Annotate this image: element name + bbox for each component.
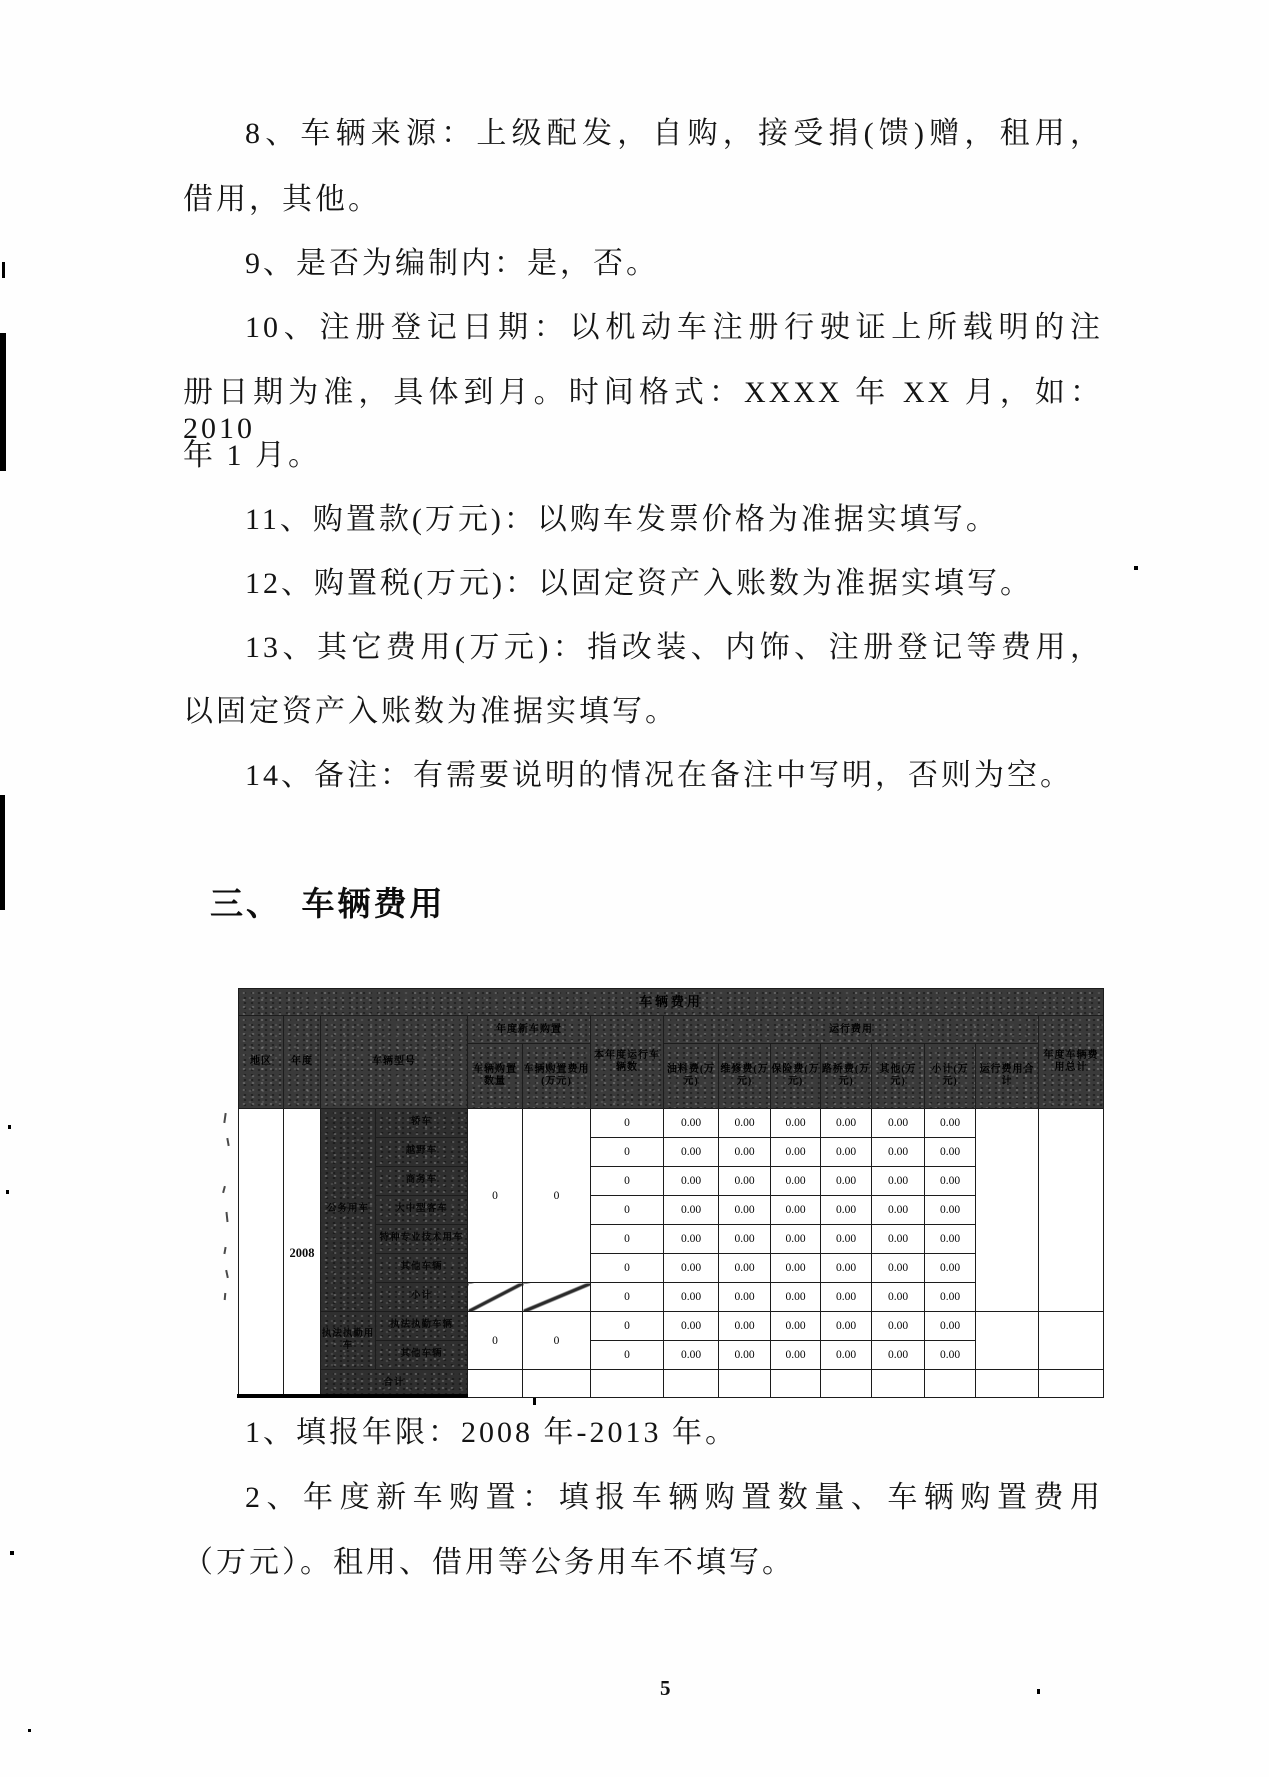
- cell-maintenance: 0.00: [719, 1341, 771, 1370]
- cell-insurance: 0.00: [771, 1341, 821, 1370]
- cell-row-label: 执法执勤车辆: [376, 1312, 468, 1341]
- cell-row-label: 小计: [376, 1283, 468, 1312]
- scan-artifact: [1037, 1689, 1040, 1694]
- scan-artifact: [2, 262, 5, 278]
- col-header-region: 地区: [239, 1016, 284, 1109]
- cell-region: [239, 1109, 284, 1398]
- cell-purchase-cost: 0: [523, 1312, 591, 1370]
- scan-artifact: [226, 1138, 229, 1146]
- cell-running-count: 0: [591, 1225, 664, 1254]
- table-bottom-rule: [237, 1394, 468, 1398]
- vehicle-expense-table: [238, 988, 1104, 1398]
- cell-year: 2008: [284, 1109, 321, 1398]
- scan-artifact: [225, 1212, 228, 1222]
- col-header-model: 车辆型号: [321, 1016, 468, 1109]
- body-line: 借用，其他。: [183, 183, 381, 216]
- cell-running-total: [976, 1312, 1039, 1370]
- cell-other: 0.00: [872, 1254, 925, 1283]
- cell-running-count: 0: [591, 1254, 664, 1283]
- cell-insurance: 0.00: [771, 1109, 821, 1138]
- cell-fuel: 0.00: [664, 1109, 719, 1138]
- body-line: 9、是否为编制内：是，否。: [245, 247, 659, 280]
- cell-other: 0.00: [872, 1167, 925, 1196]
- table-title: 车辆费用: [239, 989, 1104, 1016]
- cell-running-count: 0: [591, 1341, 664, 1370]
- body-line: 10、注册登记日期：以机动车注册行驶证上所载明的注: [245, 311, 1103, 344]
- cell-fuel: 0.00: [664, 1341, 719, 1370]
- scan-artifact: [1134, 566, 1138, 570]
- cell-grand-total: [1039, 1109, 1104, 1312]
- cell-subtotal: 0.00: [925, 1167, 976, 1196]
- cell-subtotal: 0.00: [925, 1109, 976, 1138]
- cell-other: 0.00: [872, 1312, 925, 1341]
- scan-artifact: [28, 1729, 31, 1732]
- cell-maintenance: 0.00: [719, 1312, 771, 1341]
- col-header-purchase-group: 年度新车购置: [468, 1016, 591, 1044]
- cell-insurance: 0.00: [771, 1167, 821, 1196]
- cell-subtotal: [925, 1370, 976, 1398]
- cell-toll: 0.00: [821, 1312, 872, 1341]
- cell-subtotal: 0.00: [925, 1225, 976, 1254]
- cell-toll: 0.00: [821, 1196, 872, 1225]
- cell-maintenance: 0.00: [719, 1167, 771, 1196]
- cell-toll: 0.00: [821, 1109, 872, 1138]
- body-line: 12、购置税(万元)：以固定资产入账数为准据实填写。: [245, 567, 1033, 600]
- cell-toll: 0.00: [821, 1341, 872, 1370]
- cell-other: [872, 1370, 925, 1398]
- cell-row-label: 特种专业技术用车: [376, 1225, 468, 1254]
- cell-maintenance: 0.00: [719, 1138, 771, 1167]
- cell-purchase-count: 0: [468, 1312, 523, 1370]
- cell-other: 0.00: [872, 1283, 925, 1312]
- cell-toll: 0.00: [821, 1254, 872, 1283]
- body-line: 册日期为准，具体到月。时间格式：XXXX 年 XX 月，如：2010: [183, 376, 1103, 445]
- cell-fuel: 0.00: [664, 1167, 719, 1196]
- cell-purchase-cost: 0: [523, 1109, 591, 1283]
- cell-maintenance: 0.00: [719, 1283, 771, 1312]
- col-header-grand-total: 年度车辆费用总计: [1039, 1016, 1104, 1109]
- body-line: 以固定资产入账数为准据实填写。: [183, 695, 678, 728]
- cell-row-label: 越野车: [376, 1138, 468, 1167]
- cell-toll: 0.00: [821, 1225, 872, 1254]
- cell-maintenance: 0.00: [719, 1254, 771, 1283]
- body-line: 8、车辆来源：上级配发，自购，接受捐(馈)赠，租用，: [245, 117, 1103, 150]
- note-line: （万元）。租用、借用等公务用车不填写。: [183, 1546, 795, 1579]
- table-row: [239, 1312, 1104, 1341]
- cell-maintenance: 0.00: [719, 1225, 771, 1254]
- scan-artifact: [222, 1186, 226, 1193]
- note-line: 1、填报年限：2008 年-2013 年。: [245, 1416, 738, 1449]
- cell-purchase-cost-na: [523, 1283, 591, 1312]
- col-header-fuel: 油料费(万元): [664, 1044, 719, 1109]
- scan-artifact: [8, 1125, 11, 1129]
- col-header-running-group: 运行费用: [664, 1016, 1039, 1044]
- scan-artifact: [10, 1551, 14, 1555]
- body-line: 11、购置款(万元)：以购车发票价格为准据实填写。: [245, 503, 999, 536]
- cell-running-count: 0: [591, 1109, 664, 1138]
- col-header-purchase-cost: 车辆购置费用(万元): [523, 1044, 591, 1109]
- cell-row-label: 其他车辆: [376, 1254, 468, 1283]
- cell-subtotal: 0.00: [925, 1138, 976, 1167]
- cell-maintenance: 0.00: [719, 1196, 771, 1225]
- cell-subtotal: 0.00: [925, 1254, 976, 1283]
- cell-fuel: 0.00: [664, 1283, 719, 1312]
- cell-total-label: 合计: [321, 1370, 468, 1398]
- col-header-subtotal: 小计(万元): [925, 1044, 976, 1109]
- cell-running-count: 0: [591, 1283, 664, 1312]
- cell-vehicle-group: 执法执勤用车: [321, 1312, 376, 1370]
- cell-purchase-count: 0: [468, 1109, 523, 1283]
- cell-subtotal: 0.00: [925, 1196, 976, 1225]
- body-line: 13、其它费用(万元)：指改装、内饰、注册登记等费用，: [245, 631, 1103, 664]
- cell-other: 0.00: [872, 1196, 925, 1225]
- cell-row-label: 其他车辆: [376, 1341, 468, 1370]
- cell-vehicle-group: 公务用车: [321, 1109, 376, 1312]
- cell-other: 0.00: [872, 1225, 925, 1254]
- cell-toll: 0.00: [821, 1283, 872, 1312]
- cell-fuel: [664, 1370, 719, 1398]
- scan-artifact: [224, 1293, 227, 1300]
- cell-row-label: 大中型客车: [376, 1196, 468, 1225]
- body-line: 14、备注：有需要说明的情况在备注中写明，否则为空。: [245, 759, 1073, 792]
- cell-fuel: 0.00: [664, 1312, 719, 1341]
- scan-artifact: [223, 1113, 226, 1123]
- cell-running-total: [976, 1370, 1039, 1398]
- col-header-running-count: 本年度运行车辆数: [591, 1016, 664, 1109]
- cell-toll: [821, 1370, 872, 1398]
- cell-other: 0.00: [872, 1341, 925, 1370]
- cell-fuel: 0.00: [664, 1225, 719, 1254]
- cell-other: 0.00: [872, 1138, 925, 1167]
- col-header-year: 年度: [284, 1016, 321, 1109]
- cell-running-count: 0: [591, 1196, 664, 1225]
- cell-subtotal: 0.00: [925, 1283, 976, 1312]
- cell-purchase-count-na: [468, 1283, 523, 1312]
- cell-insurance: 0.00: [771, 1254, 821, 1283]
- col-header-purchase-count: 车辆购置数量: [468, 1044, 523, 1109]
- cell-insurance: 0.00: [771, 1225, 821, 1254]
- cell-fuel: 0.00: [664, 1254, 719, 1283]
- cell-running-total: [976, 1109, 1039, 1312]
- cell-row-label: 商务车: [376, 1167, 468, 1196]
- scan-artifact: [225, 1270, 229, 1278]
- cell-running-count: 0: [591, 1312, 664, 1341]
- cell-insurance: [771, 1370, 821, 1398]
- cell-grand-total: [1039, 1312, 1104, 1370]
- page-number: 5: [660, 1676, 671, 1700]
- cell-subtotal: 0.00: [925, 1341, 976, 1370]
- cell-toll: 0.00: [821, 1138, 872, 1167]
- scan-artifact: [6, 1190, 9, 1194]
- cell-insurance: 0.00: [771, 1138, 821, 1167]
- cell-running-count: 0: [591, 1138, 664, 1167]
- cell-insurance: 0.00: [771, 1283, 821, 1312]
- cell-running-count: [591, 1370, 664, 1398]
- cell-insurance: 0.00: [771, 1196, 821, 1225]
- cell-subtotal: 0.00: [925, 1312, 976, 1341]
- col-header-running-total: 运行费用合计: [976, 1044, 1039, 1109]
- cell-other: 0.00: [872, 1109, 925, 1138]
- scan-artifact: [533, 1398, 536, 1405]
- cell-row-label: 轿车: [376, 1109, 468, 1138]
- scan-artifact: [223, 1247, 226, 1254]
- cell-purchase-cost: [523, 1370, 591, 1398]
- cell-fuel: 0.00: [664, 1138, 719, 1167]
- section-heading: 三、 车辆费用: [210, 887, 446, 923]
- cell-fuel: 0.00: [664, 1196, 719, 1225]
- body-line: 年 1 月。: [183, 439, 321, 472]
- scan-artifact: [0, 795, 5, 910]
- cell-maintenance: [719, 1370, 771, 1398]
- cell-grand-total: [1039, 1370, 1104, 1398]
- cell-running-count: 0: [591, 1167, 664, 1196]
- col-header-other: 其他(万元): [872, 1044, 925, 1109]
- cell-toll: 0.00: [821, 1167, 872, 1196]
- col-header-maintenance: 维修费(万元): [719, 1044, 771, 1109]
- note-line: 2、年度新车购置：填报车辆购置数量、车辆购置费用: [245, 1481, 1103, 1514]
- col-header-toll: 路桥费(万元): [821, 1044, 872, 1109]
- cell-purchase-count: [468, 1370, 523, 1398]
- col-header-insurance: 保险费(万元): [771, 1044, 821, 1109]
- cell-insurance: 0.00: [771, 1312, 821, 1341]
- table-row: [239, 1109, 1104, 1138]
- scan-artifact: [0, 333, 6, 471]
- cell-maintenance: 0.00: [719, 1109, 771, 1138]
